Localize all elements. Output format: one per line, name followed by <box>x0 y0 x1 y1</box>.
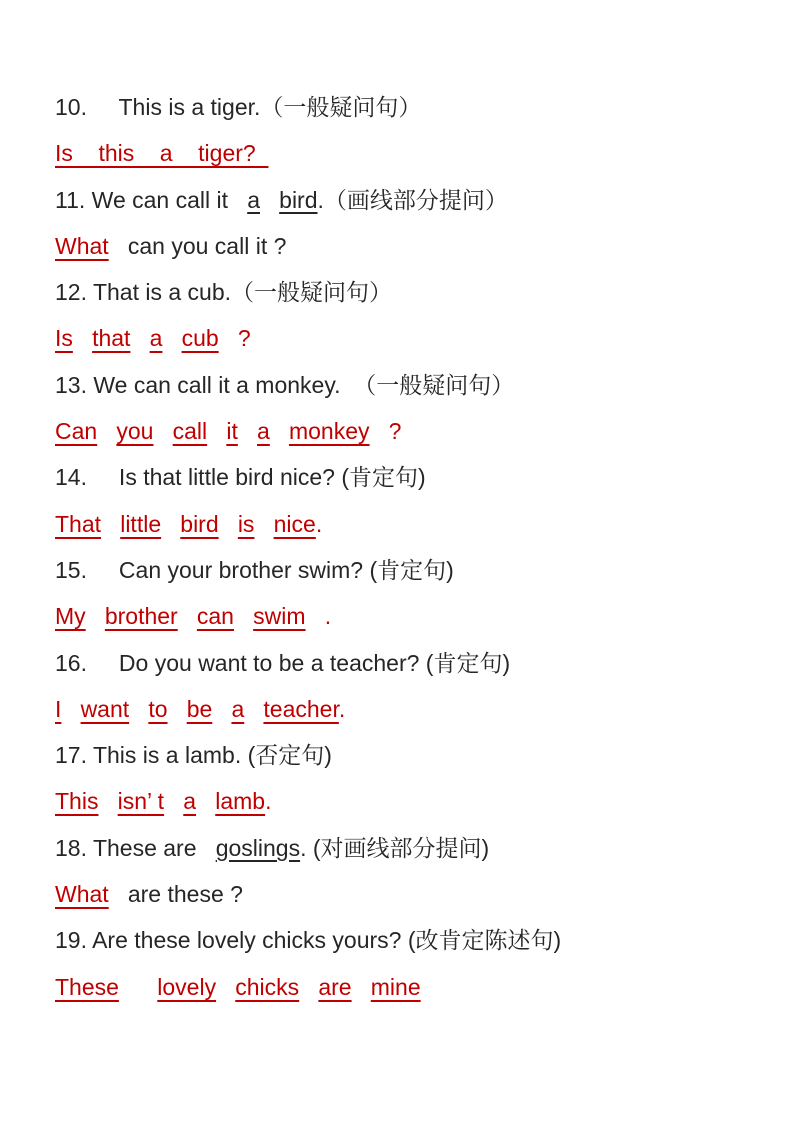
answer-line-16 <box>55 686 753 732</box>
text-segment: ? <box>218 325 251 352</box>
underlined-text: lamb <box>215 788 266 815</box>
answer-line-18 <box>55 871 753 917</box>
text-segment: 11. We can call it <box>55 186 248 213</box>
text-segment <box>153 418 172 444</box>
text-segment: 16. Do you want to be a teacher? (肯定句) <box>55 649 511 676</box>
text-segment <box>238 418 257 444</box>
text-segment: 14. Is that little bird nice? (肯定句) <box>55 464 426 491</box>
underlined-text: isn’ t <box>117 788 165 815</box>
underlined-text: My <box>55 603 86 630</box>
text-segment: are these ? <box>108 881 243 908</box>
underlined-text: brother <box>104 603 178 630</box>
text-segment <box>234 603 253 629</box>
question-line-16 <box>55 640 753 686</box>
text-segment: 18. These are <box>55 834 216 861</box>
underlined-text: monkey <box>288 418 370 445</box>
text-segment <box>178 603 197 629</box>
text-segment: . <box>315 510 323 537</box>
underlined-text: What <box>55 232 109 259</box>
answer-line-10 <box>55 130 753 176</box>
question-line-15 <box>55 547 753 593</box>
underlined-text: I <box>55 695 62 722</box>
underlined-text: little <box>120 510 162 537</box>
answer-line-17 <box>55 778 753 824</box>
text-segment: 17. This is a lamb. (否定句) <box>55 742 332 769</box>
text-segment <box>61 696 80 722</box>
answer-line-13 <box>55 408 753 454</box>
underlined-text: lovely <box>157 973 217 1000</box>
text-segment <box>98 788 117 814</box>
underlined-text: it <box>226 418 238 445</box>
question-line-10 <box>55 84 753 130</box>
underlined-text: a <box>257 418 270 445</box>
text-segment: . (对画线部分提问) <box>300 834 490 861</box>
underlined-text: be <box>186 695 213 722</box>
underlined-text: That <box>55 510 102 537</box>
underlined-text: mine <box>370 973 421 1000</box>
underlined-text: goslings <box>215 834 301 861</box>
answer-line-14 <box>55 501 753 547</box>
underlined-text: What <box>55 881 109 908</box>
underlined-text: can <box>196 603 234 630</box>
text-segment: .（画线部分提问） <box>317 186 508 213</box>
question-line-19 <box>55 917 753 963</box>
text-segment <box>101 511 120 537</box>
document-body <box>55 84 753 1010</box>
underlined-text: cub <box>181 325 219 352</box>
underlined-text: These <box>55 973 119 1000</box>
underlined-text: nice <box>273 510 316 537</box>
answer-line-12 <box>55 315 753 361</box>
underlined-text: chicks <box>235 973 300 1000</box>
question-line-11 <box>55 177 753 223</box>
underlined-text: teacher <box>263 695 339 722</box>
answer-line-19 <box>55 964 753 1010</box>
text-segment: . <box>265 788 272 815</box>
text-segment: 19. Are these lovely chicks yours? (改肯定陈述句) <box>55 927 562 954</box>
underlined-text: you <box>116 418 154 445</box>
text-segment <box>270 418 289 444</box>
text-segment: 13. We can call it a monkey. （一般疑问句） <box>55 371 515 398</box>
underlined-text: are <box>318 973 352 1000</box>
question-line-18 <box>55 825 753 871</box>
text-segment <box>244 696 263 722</box>
answer-line-11 <box>55 223 753 269</box>
text-segment <box>168 696 187 722</box>
text-segment <box>299 974 318 1000</box>
text-segment <box>129 696 148 722</box>
text-segment: can you call it ? <box>108 232 287 259</box>
text-segment <box>212 696 231 722</box>
text-segment <box>254 511 273 537</box>
text-segment: . <box>338 695 346 722</box>
underlined-text: This <box>55 788 99 815</box>
underlined-text: a <box>247 186 260 213</box>
text-segment <box>161 511 180 537</box>
underlined-text: want <box>80 695 130 722</box>
underlined-text: Is this a tiger? <box>55 140 269 167</box>
text-segment <box>73 325 92 351</box>
text-segment: 10. This is a tiger.（一般疑问句） <box>55 94 422 120</box>
underlined-text: bird <box>180 510 219 537</box>
text-segment <box>162 325 181 351</box>
text-segment <box>130 325 149 351</box>
question-line-17 <box>55 732 753 778</box>
text-segment: . <box>305 603 332 630</box>
text-segment <box>207 418 226 444</box>
underlined-text: to <box>148 695 168 722</box>
underlined-text: a <box>231 695 245 722</box>
text-segment <box>97 418 116 444</box>
underlined-text: bird <box>279 186 318 213</box>
question-line-12 <box>55 269 753 315</box>
question-line-13 <box>55 362 753 408</box>
question-line-14 <box>55 454 753 500</box>
text-segment <box>119 974 157 1000</box>
underlined-text: a <box>183 788 197 815</box>
text-segment: ? <box>369 418 402 445</box>
text-segment <box>216 974 235 1000</box>
underlined-text: call <box>172 418 208 445</box>
underlined-text: swim <box>253 603 306 630</box>
text-segment <box>164 788 183 814</box>
answer-line-15 <box>55 593 753 639</box>
text-segment <box>219 511 238 537</box>
underlined-text: a <box>149 325 163 352</box>
text-segment: 15. Can your brother swim? (肯定句) <box>55 556 454 583</box>
text-segment <box>260 187 279 213</box>
text-segment <box>86 603 105 629</box>
underlined-text: Is <box>55 325 73 352</box>
text-segment <box>352 974 371 1000</box>
underlined-text: that <box>92 325 131 352</box>
underlined-text: Can <box>55 418 98 445</box>
underlined-text: is <box>237 510 255 537</box>
text-segment: 12. That is a cub.（一般疑问句） <box>55 279 393 306</box>
text-segment <box>196 788 215 814</box>
